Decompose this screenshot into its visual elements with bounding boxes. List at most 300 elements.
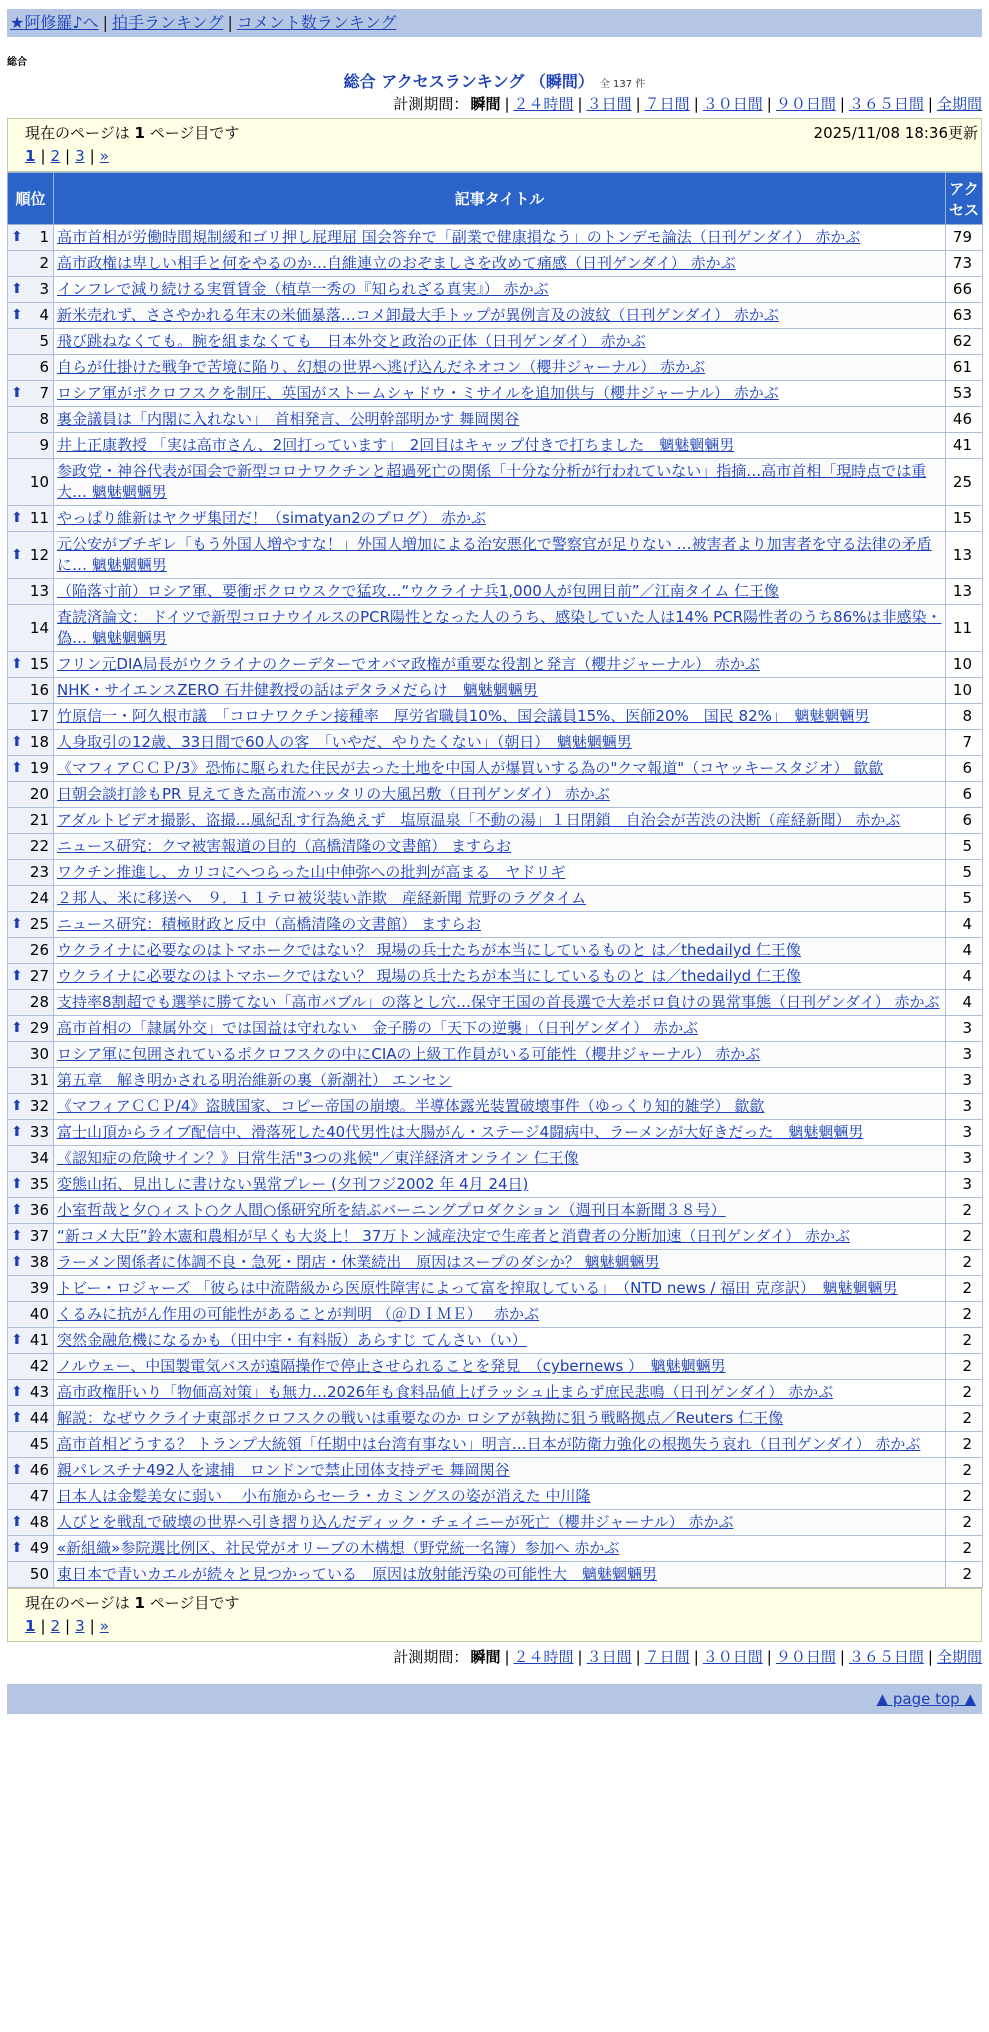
rank-cell: [8, 355, 54, 381]
header-rank: 順位: [8, 173, 54, 225]
article-title-link[interactable]: 小室哲哉と夕○ィスト○ク人間○係研究所を結ぶバーニングプロダクション（週刊日本新聞３８号）: [57, 1201, 726, 1219]
rank-cell: [8, 1172, 54, 1198]
title-cell: [54, 1536, 946, 1562]
up-arrow-icon: ⬆: [11, 734, 23, 750]
table-row: [8, 506, 983, 532]
page-link-1[interactable]: 1: [25, 147, 36, 165]
table-row: [8, 225, 983, 251]
rank-cell: [8, 808, 54, 834]
access-count: 2: [946, 1484, 983, 1510]
table-row: [8, 303, 983, 329]
nav-link-asyura[interactable]: ★阿修羅♪へ: [10, 13, 99, 32]
up-arrow-icon: ⬆: [11, 968, 23, 984]
page-link-next[interactable]: »: [99, 147, 109, 165]
table-row: [8, 886, 983, 912]
article-title-link[interactable]: 富士山頂からライブ配信中、滑落死した40代男性は大腸がん・ステージ4闘病中、ラーメンが大好きだった 魑魅魍魎男: [57, 1123, 864, 1141]
period-separator: |: [693, 95, 699, 113]
title-cell: [54, 329, 946, 355]
period-separator: |: [635, 95, 641, 113]
access-count: 3: [946, 1146, 983, 1172]
title-cell: [54, 433, 946, 459]
title-cell: [54, 1328, 946, 1354]
up-arrow-icon: ⬆: [11, 1332, 23, 1348]
total-count: 全 137 件: [599, 79, 646, 90]
period-link-365d[interactable]: ３６５日間: [848, 1648, 924, 1666]
up-arrow-icon: ⬆: [11, 916, 23, 932]
rank-cell: [8, 912, 54, 938]
rank-number: 38: [29, 1253, 49, 1271]
rank-number: 42: [29, 1357, 49, 1375]
current-page-number: 1: [134, 1594, 145, 1612]
rank-number: 30: [29, 1045, 49, 1063]
rank-cell: [8, 459, 54, 506]
rank-cell: [8, 782, 54, 808]
rank-number: 7: [39, 384, 49, 402]
page-link-2[interactable]: 2: [50, 147, 61, 165]
title-cell: [54, 1094, 946, 1120]
article-title-link[interactable]: ニュース研究：積極財政と反中（高橋清隆の文書館） ますらお: [57, 915, 482, 933]
article-title-link[interactable]: ウクライナに必要なのはトマホークではない？ 現場の兵士たちが本当にしているものと は／thedailyd 仁王像: [57, 967, 801, 985]
rank-number: 10: [29, 472, 49, 491]
rank-number: 39: [29, 1279, 49, 1297]
rank-cell: [8, 652, 54, 678]
table-row: [8, 1094, 983, 1120]
access-count: 4: [946, 938, 983, 964]
rank-number: 46: [29, 1461, 49, 1479]
rank-number: 36: [29, 1201, 49, 1219]
article-title-link[interactable]: ニュース研究：クマ被害報道の目的（高橋清隆の文書館） ますらお: [57, 837, 512, 855]
title-cell: [54, 355, 946, 381]
article-title-link[interactable]: NHK・サイエンスZERO 石井健教授の話はデタラメだらけ 魑魅魍魎男: [57, 681, 538, 699]
rank-number: 2: [39, 254, 49, 272]
page-link-3[interactable]: 3: [75, 1617, 85, 1635]
article-title-link[interactable]: 第五章 解き明かされる明治維新の裏（新潮社） エンセン: [57, 1071, 452, 1089]
article-title-link[interactable]: 変態山拓、見出しに書けない異常プレー (夕刊フジ2002 年 4月 24日): [57, 1175, 529, 1193]
title-cell: [54, 1276, 946, 1302]
table-row: [8, 329, 983, 355]
rank-number: 12: [29, 545, 49, 564]
access-count: 2: [946, 1458, 983, 1484]
table-row: [8, 730, 983, 756]
access-count: 2: [946, 1354, 983, 1380]
article-title-link[interactable]: 高市首相の「隷属外交」では国益は守れない 金子勝の「天下の逆襲」（日刊ゲンダイ） 赤かぶ: [57, 1019, 699, 1037]
period-link-24h[interactable]: ２４時間: [513, 1648, 574, 1666]
table-row: [8, 1198, 983, 1224]
rank-number: 40: [29, 1305, 49, 1323]
article-title-link[interactable]: 人びとを戦乱で破壊の世界へ引き摺り込んだディック・チェイニーが死亡（櫻井ジャーナル） 赤かぶ: [57, 1513, 734, 1531]
access-count: 73: [946, 251, 983, 277]
article-title-link[interactable]: “新コメ大臣”鈴木憲和農相が早くも大炎上！ 37万トン減産決定で生産者と消費者の分断加速（日刊ゲンダイ） 赤かぶ: [57, 1227, 850, 1245]
table-row: [8, 782, 983, 808]
rank-number: 1: [39, 228, 49, 246]
title-cell: [54, 1380, 946, 1406]
period-separator: |: [577, 1648, 583, 1666]
rank-number: 15: [29, 655, 49, 673]
access-count: 2: [946, 1432, 983, 1458]
access-count: 13: [946, 579, 983, 605]
rank-number: 4: [39, 306, 49, 324]
up-arrow-icon: ⬆: [11, 1098, 23, 1114]
rank-cell: [8, 1328, 54, 1354]
period-link-3d[interactable]: ３日間: [586, 1648, 632, 1666]
article-title-link[interactable]: 突然金融危機になるかも（田中宇・有料版）あらすじ てんさい（い）: [57, 1331, 527, 1349]
article-title-link[interactable]: 《認知症の危険サイン？》日常生活"3つの兆候"／東洋経済オンライン 仁王像: [57, 1149, 579, 1167]
table-row: [8, 990, 983, 1016]
current-page-suffix: ページ目です: [149, 1594, 240, 1612]
table-row: [8, 1484, 983, 1510]
title-cell: [54, 459, 946, 506]
access-count: 4: [946, 912, 983, 938]
article-title-link[interactable]: 参政党・神谷代表が国会で新型コロナワクチンと超過死亡の関係「十分な分析が行われていない」指摘…高市首相「現時点では重大… 魑魅魍魎男: [57, 462, 927, 501]
article-title-link[interactable]: 親パレスチナ492人を逮捕 ロンドンで禁止団体支持デモ 舞岡関谷: [57, 1461, 510, 1479]
bottom-bar: [7, 1684, 982, 1714]
title-cell: [54, 1406, 946, 1432]
access-count: 13: [946, 532, 983, 579]
table-row: [8, 1224, 983, 1250]
rank-cell: [8, 834, 54, 860]
page-links: [25, 145, 981, 167]
period-link-24h[interactable]: ２４時間: [513, 95, 574, 113]
up-arrow-icon: ⬆: [11, 307, 23, 323]
period-separator: |: [766, 1648, 772, 1666]
up-arrow-icon: ⬆: [11, 229, 23, 245]
rank-number: 33: [29, 1123, 49, 1141]
period-link-7d[interactable]: ７日間: [644, 95, 690, 113]
rank-number: 21: [29, 811, 49, 829]
title-cell: [54, 1016, 946, 1042]
table-row: [8, 355, 983, 381]
rank-number: 47: [29, 1487, 49, 1505]
table-row: [8, 1406, 983, 1432]
rank-number: 34: [29, 1149, 49, 1167]
title-cell: [54, 1172, 946, 1198]
rank-cell: [8, 277, 54, 303]
table-row: [8, 1302, 983, 1328]
article-title-link[interactable]: 井上正康教授 「実は高市さん、2回打っています」 2回目はキャップ付きで打ちました 魑魅魍魎男: [57, 436, 735, 454]
access-count: 2: [946, 1302, 983, 1328]
access-count: 79: [946, 225, 983, 251]
rank-number: 20: [29, 785, 49, 803]
nav-separator: |: [102, 13, 108, 32]
page: [7, 9, 982, 1714]
article-title-link[interactable]: インフレで減り続ける実質賃金（植草一秀の『知られざる真実』） 赤かぶ: [57, 280, 549, 298]
period-current: 瞬間: [470, 1648, 501, 1666]
access-count: 62: [946, 329, 983, 355]
article-title-link[interactable]: アダルトビデオ撮影、盗撮…風紀乱す行為絶えず 塩原温泉「不動の湯」１日閉鎖 自治会が苦渋の決断（産経新聞） 赤かぶ: [57, 811, 901, 829]
rank-cell: [8, 579, 54, 605]
article-title-link[interactable]: 東日本で青いカエルが続々と見つかっている 原因は放射能汚染の可能性大 魑魅魍魎男: [57, 1565, 658, 1583]
page-links: [25, 1615, 981, 1637]
page-title: [7, 69, 982, 91]
article-title-link[interactable]: ２邦人、米に移送へ ９．１１テロ被災装い詐欺 産経新聞 荒野のラグタイム: [57, 889, 587, 907]
article-title-link[interactable]: ロシア軍がポクロフスクを制圧、英国がストームシャドウ・ミサイルを追加供与（櫻井ジャーナル） 赤かぶ: [57, 384, 779, 402]
current-page-number: 1: [134, 124, 145, 142]
article-title-link[interactable]: ワクチン推進し、カリコにへつらった山中伸弥への批判が高まる ヤドリギ: [57, 863, 566, 881]
title-cell: [54, 938, 946, 964]
period-link-90d[interactable]: ９０日間: [775, 95, 836, 113]
title-cell: [54, 1510, 946, 1536]
up-arrow-icon: ⬆: [11, 1384, 23, 1400]
period-link-3d[interactable]: ３日間: [586, 95, 632, 113]
article-title-link[interactable]: 日朝会談打診もPR 見えてきた高市流ハッタリの大風呂敷（日刊ゲンダイ） 赤かぶ: [57, 785, 610, 803]
article-title-link[interactable]: 元公安がブチギレ「もう外国人増やすな！」外国人増加による治安悪化で警察官が足りない …被害者より加害者を守る法律の矛盾に… 魑魅魍魎男: [57, 535, 932, 574]
access-count: 6: [946, 782, 983, 808]
title-cell: [54, 704, 946, 730]
current-page-text: [25, 1591, 239, 1615]
table-row: [8, 1146, 983, 1172]
page-separator: |: [40, 1617, 46, 1635]
article-title-link[interactable]: 裏金議員は「内閣に入れない」 首相発言、公明幹部明かす 舞岡関谷: [57, 410, 520, 428]
rank-cell: [8, 1354, 54, 1380]
title-cell: [54, 1250, 946, 1276]
page-separator: |: [40, 147, 46, 165]
table-row: [8, 1458, 983, 1484]
category-tag: 総合: [7, 57, 27, 68]
article-title-link[interactable]: ノルウェー、中国製電気バスが遠隔操作で停止させられることを発見 （cybernews ） 魑魅魍魎男: [57, 1357, 726, 1375]
article-title-link[interactable]: 査読済論文： ドイツで新型コロナウイルスのPCR陽性となった人のうち、感染していた人は14% PCR陽性者のうち86%は非感染・偽… 魑魅魍魎男: [57, 608, 942, 647]
period-separator: |: [577, 95, 583, 113]
title-cell: [54, 1198, 946, 1224]
table-row: [8, 1354, 983, 1380]
period-label: 計測期間：: [393, 95, 469, 113]
period-current: 瞬間: [470, 95, 501, 113]
access-count: 2: [946, 1198, 983, 1224]
article-title-link[interactable]: フリン元DIA局長がウクライナのクーデターでオバマ政権が重要な役割と発言（櫻井ジャーナル） 赤かぶ: [57, 655, 760, 673]
rank-cell: [8, 1094, 54, 1120]
table-row: [8, 1562, 983, 1588]
rank-cell: [8, 1380, 54, 1406]
article-title-link[interactable]: （陥落寸前）ロシア軍、要衝ポクロウスクで猛攻…“ウクライナ兵1,000人が包囲目前”／江南タイム 仁王像: [57, 582, 780, 600]
nav-separator: |: [227, 13, 233, 32]
period-link-90d[interactable]: ９０日間: [775, 1648, 836, 1666]
title-cell: [54, 605, 946, 652]
period-selector-top: [7, 91, 982, 117]
table-row: [8, 1380, 983, 1406]
up-arrow-icon: ⬆: [11, 1124, 23, 1140]
rank-cell: [8, 532, 54, 579]
table-row: [8, 1042, 983, 1068]
rank-cell: [8, 1302, 54, 1328]
rank-cell: [8, 1224, 54, 1250]
page-separator: |: [89, 147, 95, 165]
title-cell: [54, 381, 946, 407]
ranking-table: [7, 172, 983, 1588]
period-link-365d[interactable]: ３６５日間: [848, 95, 924, 113]
rank-number: 26: [29, 941, 49, 959]
table-row: [8, 1172, 983, 1198]
access-count: 25: [946, 459, 983, 506]
access-count: 11: [946, 605, 983, 652]
rank-number: 9: [39, 436, 49, 454]
period-separator: |: [766, 95, 772, 113]
up-arrow-icon: ⬆: [11, 760, 23, 776]
rank-cell: [8, 225, 54, 251]
access-count: 4: [946, 990, 983, 1016]
article-title-link[interactable]: 《マフィアＣＣＰ/3》恐怖に駆られた住民が去った土地を中国人が爆買いする為の"クマ報道"（コヤッキースタジオ） 歙歙: [57, 759, 884, 777]
article-title-link[interactable]: 自らが仕掛けた戦争で苦境に陥り、幻想の世界へ逃げ込んだネオコン（櫻井ジャーナル） 赤かぶ: [57, 358, 706, 376]
title-cell: [54, 277, 946, 303]
title-cell: [54, 964, 946, 990]
period-link-30d[interactable]: ３０日間: [702, 1648, 763, 1666]
pager-top: [7, 118, 982, 172]
rank-cell: [8, 1250, 54, 1276]
period-link-all[interactable]: 全期間: [936, 1648, 982, 1666]
table-row: [8, 756, 983, 782]
page-link-next[interactable]: »: [99, 1617, 109, 1635]
rank-cell: [8, 678, 54, 704]
access-count: 3: [946, 1042, 983, 1068]
table-row: [8, 1510, 983, 1536]
page-link-2[interactable]: 2: [50, 1617, 61, 1635]
access-count: 5: [946, 860, 983, 886]
up-arrow-icon: ⬆: [11, 1176, 23, 1192]
top-nav: [7, 9, 982, 37]
rank-cell: [8, 1016, 54, 1042]
article-title-link[interactable]: 高市政権は卑しい相手と何をやるのか…自維連立のおぞましさを改めて痛感（日刊ゲンダイ） 赤かぶ: [57, 254, 736, 272]
article-title-link[interactable]: 竹原信一・阿久根市議 「コロナワクチン接種率 厚労省職員10%、国会議員15%、医師20% 国民 82%」 魑魅魍魎男: [57, 707, 870, 725]
rank-number: 22: [29, 837, 49, 855]
rank-number: 8: [39, 410, 49, 428]
rank-number: 27: [29, 967, 49, 985]
article-title-link[interactable]: «新組織»参院選比例区、社民党がオリーブの木構想（野党統一名簿）参加へ 赤かぶ: [57, 1539, 620, 1557]
title-cell: [54, 1562, 946, 1588]
title-cell: [54, 1432, 946, 1458]
rank-number: 44: [29, 1409, 49, 1427]
period-separator: |: [839, 95, 845, 113]
rank-cell: [8, 860, 54, 886]
article-title-link[interactable]: 人身取引の12歳、33日間で60人の客 「いやだ、やりたくない」（朝日） 魑魅魍魎男: [57, 733, 632, 751]
article-title-link[interactable]: ロシア軍に包囲されているポクロフスクの中にCIAの上級工作員がいる可能性（櫻井ジャーナル） 赤かぶ: [57, 1045, 761, 1063]
access-count: 46: [946, 407, 983, 433]
rank-cell: [8, 990, 54, 1016]
article-title-link[interactable]: 高市首相が労働時間規制緩和ゴリ押し屁理屈 国会答弁で「副業で健康損なう」のトンデモ論法（日刊ゲンダイ） 赤かぶ: [57, 228, 861, 246]
title-cell: [54, 532, 946, 579]
up-arrow-icon: ⬆: [11, 281, 23, 297]
table-row: [8, 605, 983, 652]
access-count: 63: [946, 303, 983, 329]
table-row: [8, 652, 983, 678]
access-count: 10: [946, 678, 983, 704]
table-row: [8, 834, 983, 860]
page-top-link[interactable]: ▲ page top ▲: [876, 1690, 976, 1708]
up-arrow-icon: ⬆: [11, 1462, 23, 1478]
period-separator: |: [504, 1648, 510, 1666]
title-cell: [54, 1224, 946, 1250]
rank-cell: [8, 886, 54, 912]
article-title-link[interactable]: 高市首相どうする？ トランプ大統領「任期中は台湾有事ない」明言…日本が防衛力強化の根拠失う哀れ（日刊ゲンダイ） 赤かぶ: [57, 1435, 921, 1453]
title-cell: [54, 1354, 946, 1380]
title-cell: [54, 912, 946, 938]
period-link-7d[interactable]: ７日間: [644, 1648, 690, 1666]
page-link-3[interactable]: 3: [75, 147, 85, 165]
table-row: [8, 1250, 983, 1276]
access-count: 2: [946, 1562, 983, 1588]
table-row: [8, 1276, 983, 1302]
title-cell: [54, 1042, 946, 1068]
rank-cell: [8, 1562, 54, 1588]
title-cell: [54, 756, 946, 782]
header-access: アクセス: [946, 173, 983, 225]
up-arrow-icon: ⬆: [11, 385, 23, 401]
rank-cell: [8, 1458, 54, 1484]
title-cell: [54, 886, 946, 912]
title-cell: [54, 782, 946, 808]
table-row: [8, 251, 983, 277]
period-selector-bottom: [7, 1644, 982, 1670]
article-title-link[interactable]: 《マフィアＣＣＰ/4》盗賊国家、コピー帝国の崩壊。半導体露光装置破壊事件（ゆっくり知的雑学） 歙歙: [57, 1097, 765, 1115]
page-link-1[interactable]: 1: [25, 1617, 36, 1635]
article-title-link[interactable]: ラーメン関係者に体調不良・急死・閉店・休業続出 原因はスープのダシか？ 魑魅魍魎男: [57, 1253, 660, 1271]
title-cell: [54, 225, 946, 251]
article-title-link[interactable]: トビー・ロジャーズ 「彼らは中流階級から医原性障害によって富を搾取している」 （NTD news / 福田 克彦訳） 魑魅魍魎男: [57, 1279, 898, 1297]
article-title-link[interactable]: 日本人は金髪美女に弱い ＿小布施からセーラ・カミングスの姿が消えた 中川隆: [57, 1487, 591, 1505]
article-title-link[interactable]: ウクライナに必要なのはトマホークではない？ 現場の兵士たちが本当にしているものと は／thedailyd 仁王像: [57, 941, 801, 959]
period-separator: |: [504, 95, 510, 113]
rank-cell: [8, 303, 54, 329]
up-arrow-icon: ⬆: [11, 1228, 23, 1244]
period-link-30d[interactable]: ３０日間: [702, 95, 763, 113]
access-count: 66: [946, 277, 983, 303]
period-link-all[interactable]: 全期間: [936, 95, 982, 113]
rank-cell: [8, 756, 54, 782]
title-cell: [54, 990, 946, 1016]
rank-number: 24: [29, 889, 49, 907]
access-count: 4: [946, 964, 983, 990]
article-title-link[interactable]: 飛び跳ねなくても。腕を組まなくても 日本外交と政治の正体（日刊ゲンダイ） 赤かぶ: [57, 332, 646, 350]
table-row: [8, 678, 983, 704]
article-title-link[interactable]: 新米売れず、ささやかれる年末の米価暴落…コメ卸最大手トップが異例言及の波紋（日刊ゲンダイ） 赤かぶ: [57, 306, 779, 324]
nav-link-applause-ranking[interactable]: 拍手ランキング: [111, 13, 224, 32]
rank-number: 35: [29, 1175, 49, 1193]
rank-cell: [8, 730, 54, 756]
rank-cell: [8, 1042, 54, 1068]
article-title-link[interactable]: 高市政権肝いり「物価高対策」も無力…2026年も食料品値上げラッシュ止まらず庶民悲鳴（日刊ゲンダイ） 赤かぶ: [57, 1383, 834, 1401]
page-title-text: 総合 アクセスランキング （瞬間）: [343, 72, 594, 91]
access-count: 3: [946, 1172, 983, 1198]
table-row: [8, 808, 983, 834]
rank-cell: [8, 605, 54, 652]
table-row: [8, 912, 983, 938]
up-arrow-icon: ⬆: [11, 1020, 23, 1036]
access-count: 15: [946, 506, 983, 532]
article-title-link[interactable]: やっぱり維新はヤクザ集団だ！（simatyan2のブログ） 赤かぶ: [57, 509, 487, 527]
access-count: 8: [946, 704, 983, 730]
rank-cell: [8, 1432, 54, 1458]
table-row: [8, 938, 983, 964]
rank-number: 13: [29, 582, 49, 600]
access-count: 2: [946, 1328, 983, 1354]
rank-number: 28: [29, 993, 49, 1011]
article-title-link[interactable]: 解説：なぜウクライナ東部ポクロフスクの戦いは重要なのか ロシアが執拗に狙う戦略拠点／Reuters 仁王像: [57, 1409, 784, 1427]
rank-number: 18: [29, 733, 49, 751]
rank-cell: [8, 433, 54, 459]
access-count: 2: [946, 1224, 983, 1250]
rank-cell: [8, 1276, 54, 1302]
article-title-link[interactable]: くるみに抗がん作用の可能性があることが判明 （＠ＤＩＭＥ） 赤かぶ: [57, 1305, 540, 1323]
access-count: 7: [946, 730, 983, 756]
table-row: [8, 1432, 983, 1458]
rank-cell: [8, 1198, 54, 1224]
title-cell: [54, 1302, 946, 1328]
rank-cell: [8, 1510, 54, 1536]
article-title-link[interactable]: 支持率8割超でも選挙に勝てない「高市バブル」の落とし穴…保守王国の首長選で大差ボロ負けの異常事態（日刊ゲンダイ） 赤かぶ: [57, 993, 940, 1011]
rank-number: 45: [29, 1435, 49, 1453]
title-cell: [54, 678, 946, 704]
nav-link-comment-ranking[interactable]: コメント数ランキング: [236, 13, 397, 32]
period-separator: |: [839, 1648, 845, 1666]
title-cell: [54, 251, 946, 277]
rank-cell: [8, 251, 54, 277]
